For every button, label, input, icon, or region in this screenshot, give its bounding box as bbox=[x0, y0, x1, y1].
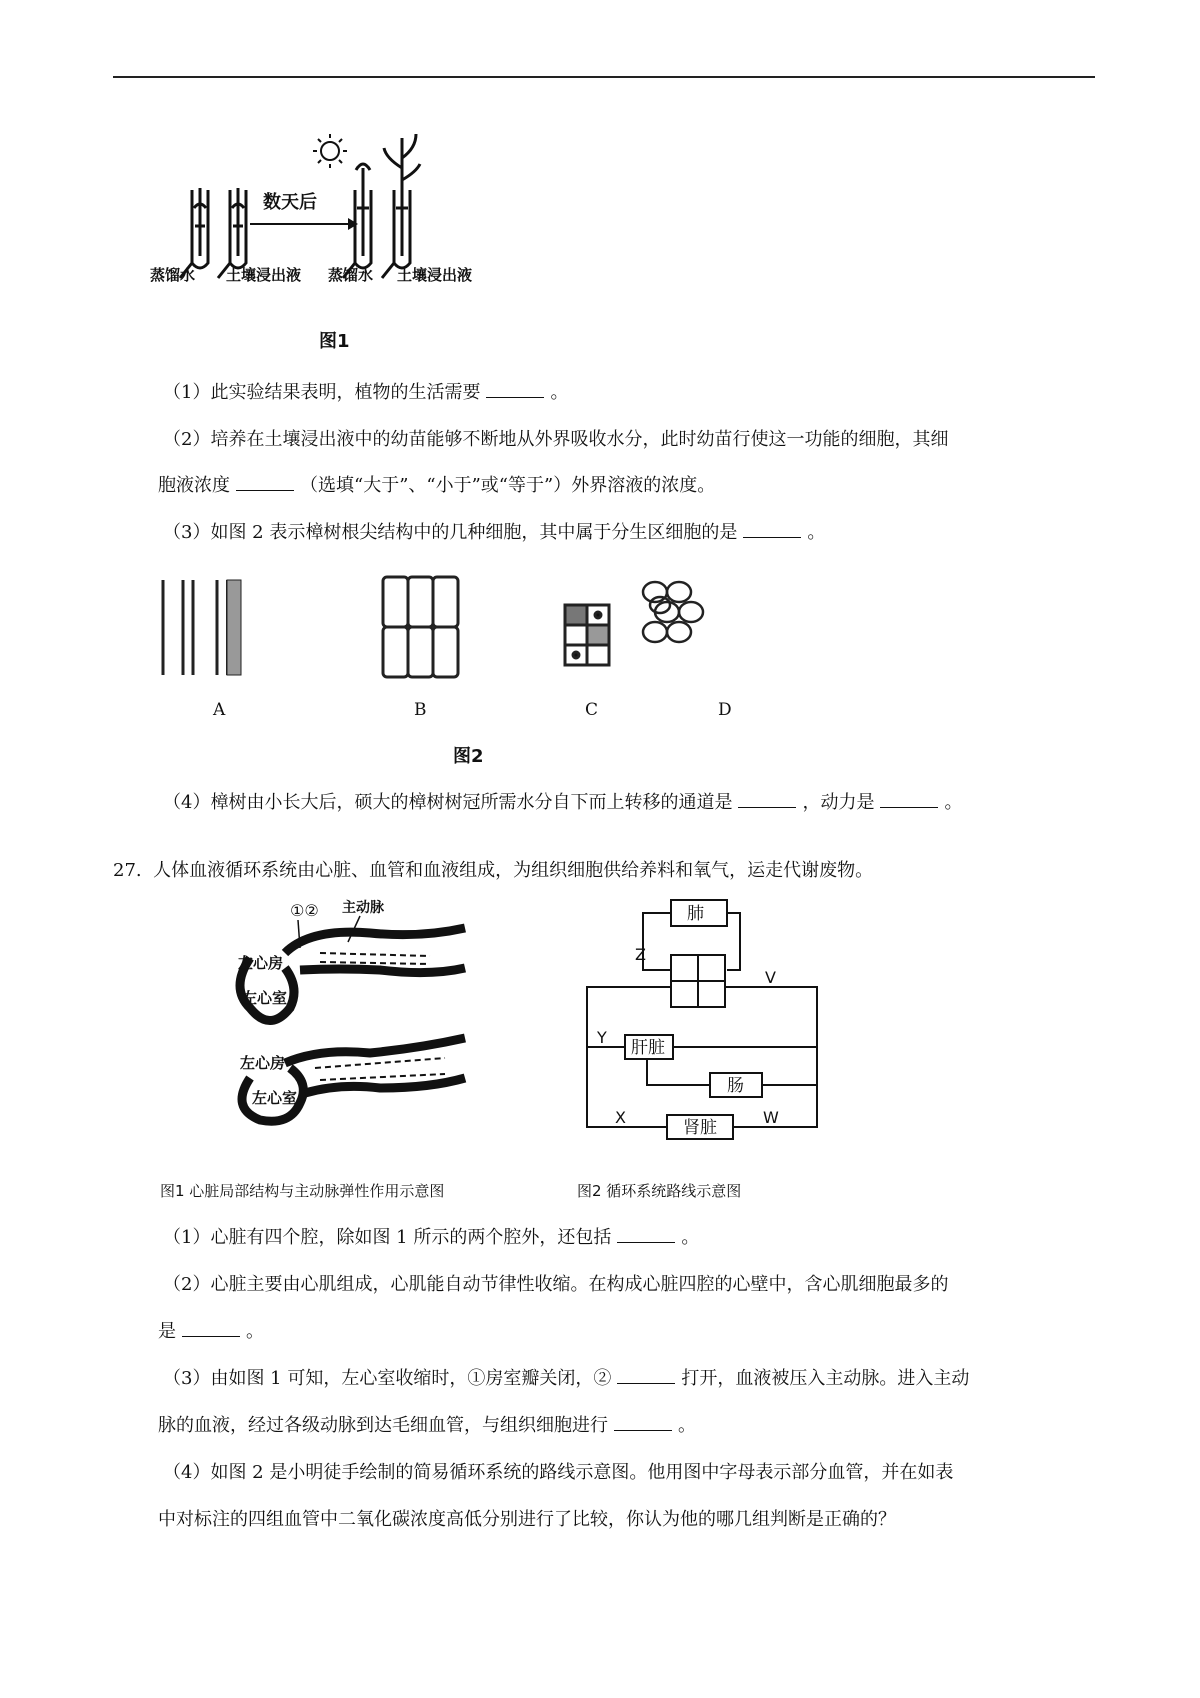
q27-part-2-line-1: （2）心脏主要由心肌组成，心肌能自动节律性收缩。在构成心脏四腔的心壁中，含心肌细胞最多的 bbox=[163, 1274, 949, 1295]
vessel-y-label: Y bbox=[597, 1028, 607, 1047]
cell-d bbox=[643, 582, 703, 642]
answer-blank[interactable] bbox=[236, 474, 294, 491]
answer-blank[interactable] bbox=[486, 381, 544, 398]
answer-blank[interactable] bbox=[617, 1367, 675, 1384]
label-distilled-water-1: 蒸馏水 bbox=[150, 266, 196, 284]
q27-part-1: （1）心脏有四个腔，除如图 1 所示的两个腔外，还包括 。 bbox=[163, 1227, 700, 1248]
q26-part-4: （4）樟树由小长大后，硕大的樟树树冠所需水分自下而上转移的通道是 ，动力是 。 bbox=[163, 792, 963, 813]
answer-blank[interactable] bbox=[880, 791, 938, 808]
option-b-label: B bbox=[414, 700, 427, 720]
circulation-figure-caption: 图2 循环系统路线示意图 bbox=[577, 1182, 742, 1200]
kidney-label: 肾脏 bbox=[683, 1118, 717, 1138]
sun-icon bbox=[313, 134, 347, 168]
left-ventricle-label-2: 左心室 bbox=[252, 1089, 298, 1107]
answer-blank[interactable] bbox=[738, 791, 796, 808]
header-rule bbox=[113, 76, 1095, 78]
heart-figure-caption: 图1 心脏局部结构与主动脉弹性作用示意图 bbox=[160, 1182, 445, 1200]
figure-1-caption: 图1 bbox=[319, 331, 350, 352]
answer-blank[interactable] bbox=[617, 1226, 675, 1243]
q27-part-3-line-2: 脉的血液，经过各级动脉到达毛细血管，与组织细胞进行 。 bbox=[158, 1415, 696, 1436]
vessel-v-label: V bbox=[765, 968, 776, 987]
figure-2-caption: 图2 bbox=[453, 746, 484, 767]
intestine-label: 肠 bbox=[727, 1076, 744, 1096]
lung-label: 肺 bbox=[687, 904, 704, 924]
figure-circulation bbox=[575, 895, 835, 1145]
q27-stem: 27. 人体血液循环系统由心脏、血管和血液组成，为组织细胞供给养料和氧气，运走代谢废物。 bbox=[113, 860, 874, 881]
left-ventricle-label-1: 左心室 bbox=[242, 989, 288, 1007]
option-d-label: D bbox=[718, 700, 732, 720]
left-atrium-label-2: 左心房 bbox=[240, 1054, 286, 1072]
liver-label: 肝脏 bbox=[631, 1038, 665, 1058]
q26-part-2-line-2: 胞液浓度 （选填“大于”、“小于”或“等于”）外界溶液的浓度。 bbox=[158, 475, 716, 496]
aorta-label-text: 主动脉 bbox=[342, 900, 384, 916]
q26-part-1: （1）此实验结果表明，植物的生活需要 。 bbox=[163, 382, 569, 403]
arrow-label: 数天后 bbox=[263, 192, 317, 213]
label-distilled-water-2: 蒸馏水 bbox=[328, 266, 374, 284]
q27-part-2-line-2: 是 。 bbox=[158, 1321, 264, 1342]
answer-blank[interactable] bbox=[182, 1320, 240, 1337]
valves-label: ①② bbox=[290, 901, 319, 920]
q27-part-4-line-1: （4）如图 2 是小明徒手绘制的简易循环系统的路线示意图。他用图中字母表示部分血管，并在如表 bbox=[163, 1462, 954, 1483]
q26-part-3: （3）如图 2 表示樟树根尖结构中的几种细胞，其中属于分生区细胞的是 。 bbox=[163, 522, 826, 543]
option-c-label: C bbox=[585, 700, 599, 720]
vessel-z-label: Z bbox=[635, 945, 646, 964]
answer-blank[interactable] bbox=[614, 1414, 672, 1431]
figure-heart bbox=[230, 898, 470, 1128]
figure-1-seedlings bbox=[150, 128, 530, 318]
vessel-x-label: X bbox=[615, 1108, 626, 1127]
cell-b bbox=[383, 577, 458, 677]
question-number: 27. bbox=[113, 860, 142, 881]
vessel-w-label: W bbox=[763, 1108, 779, 1127]
label-soil-extract-1: 土壤浸出液 bbox=[226, 266, 302, 284]
label-soil-extract-2: 土壤浸出液 bbox=[397, 266, 473, 284]
q27-part-3-line-1: （3）由如图 1 可知，左心室收缩时，①房室瓣关闭，② 打开，血液被压入主动脉。进入主动 bbox=[163, 1368, 970, 1389]
option-a-label: A bbox=[213, 700, 226, 720]
cell-c bbox=[565, 605, 609, 665]
q26-part-2-line-1: （2）培养在土壤浸出液中的幼苗能够不断地从外界吸收水分，此时幼苗行使这一功能的细胞，其细 bbox=[163, 429, 949, 450]
cell-a bbox=[163, 580, 241, 675]
answer-blank[interactable] bbox=[743, 521, 801, 538]
q27-part-4-line-2: 中对标注的四组血管中二氧化碳浓度高低分别进行了比较，你认为他的哪几组判断是正确的？ bbox=[158, 1509, 896, 1530]
figure-2-cells bbox=[155, 575, 795, 685]
left-atrium-label-1: 左心房 bbox=[238, 954, 284, 972]
